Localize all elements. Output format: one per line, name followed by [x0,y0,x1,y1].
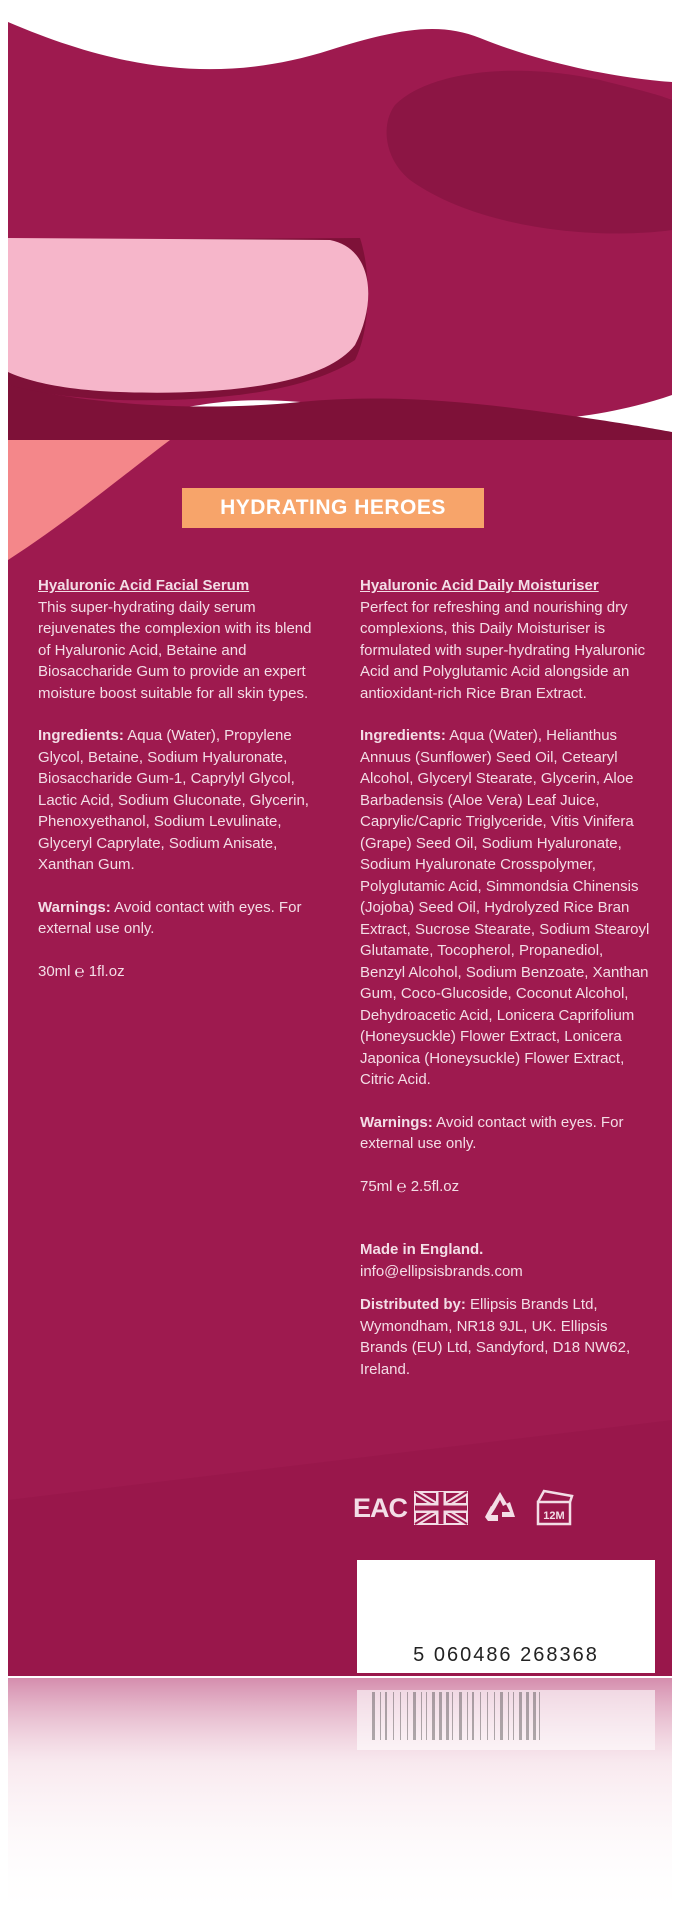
uk-flag-icon [414,1491,468,1525]
barcode-bar [467,1692,468,1740]
barcode-bar [421,1692,422,1740]
certification-symbols [353,1488,576,1528]
recycle-icon [480,1489,520,1527]
barcode-bar [500,1692,503,1740]
barcode-bar [413,1692,416,1740]
moisturiser-warnings [360,1112,650,1155]
made-in-text: Made in England. [360,1241,484,1258]
eac-mark-icon: EAC [353,1492,408,1523]
serum-description: This super-hydrating daily serum rejuvenates the complexion with its blend of Hyaluronic Acid, Betaine and Biosaccharide Gum to provide an expert moisture boost suitable for all skin types. [38,598,312,702]
distributed-label: Distributed by: [360,1296,466,1313]
barcode-bar [446,1692,449,1740]
moisturiser-warnings-text: Avoid contact with eyes. For external use only. [360,1113,624,1152]
barcode-bar [432,1692,435,1740]
moisturiser-ingredients [360,725,650,1091]
barcode-bar [407,1692,408,1740]
barcode-bar [400,1692,401,1740]
made-in [360,1239,650,1261]
warnings-label: Warnings: [38,898,111,916]
volume-ml: 30ml [38,962,71,980]
warnings-label: Warnings: [360,1113,433,1131]
barcode-bar [426,1692,427,1740]
distributor [360,1294,650,1380]
barcode-bar [539,1692,540,1740]
ingredients-label: Ingredients: [38,727,124,744]
contact-email: info@ellipsisbrands.com [360,1262,523,1280]
barcode-bar [439,1692,442,1740]
estimated-e-icon: ℮ [74,961,85,981]
serum-title: Hyaluronic Acid Facial Serum [38,577,250,594]
barcode-bar [487,1692,488,1740]
volume-ml: 75ml [360,1177,393,1195]
estimated-e-icon: ℮ [396,1176,407,1196]
barcode-bar [385,1692,387,1740]
barcode-bar [372,1692,375,1740]
barcode-bar [452,1692,453,1740]
serum-volume [38,961,328,983]
moisturiser-volume [360,1176,650,1198]
moisturiser-column [360,575,650,1380]
barcode-bar [513,1692,514,1740]
moisturiser-title: Hyaluronic Acid Daily Moisturiser [360,577,599,594]
barcode-bar [519,1692,522,1740]
barcode [357,1560,655,1673]
pao-12m-icon [532,1488,576,1528]
barcode-bar [380,1692,381,1740]
serum-column [38,575,328,982]
moisturiser-ingredients-text: Aqua (Water), Helianthus Annuus (Sunflower) Seed Oil, Cetearyl Alcohol, Glyceryl Stearate, Glycerin, Aloe Barbadensis (Aloe Vera) Leaf Juice, Caprylic/Capric Triglyceride, Vitis Vinifera (Grape) Seed Oil, Sodium Hyaluronate, Sodium Hyaluronate Crosspolymer, Polyglutamic Acid, Simmondsia Chinensis (Jojoba) Seed Oil, Hydrolyzed Rice Bran Extract, Sucrose Stearate, Sodium Stearoyl Glutamate, Tocopherol, Propanediol, Benzyl Alcohol, Sodium Benzoate, Xanthan Gum, Coco-Glucoside, Coconut Alcohol, Dehydroacetic Acid, Lonicera Caprifolium (Honeysuckle) Flower Extract, Lonicera Japonica (Honeysuckle) Flower Extract, Citric Acid. [360,727,650,1088]
pink-blob [8,238,368,393]
reflection-barcode [357,1690,655,1750]
distributor-text: Ellipsis Brands Ltd, Wymondham, NR18 9JL, UK. Ellipsis Brands (EU) Ltd, Sandyford, D18 NW62, Ireland. [360,1296,631,1378]
volume-oz: 2.5fl.oz [410,1177,460,1195]
serum-ingredients [38,725,328,876]
barcode-bar [459,1692,462,1740]
volume-oz: 1fl.oz [88,962,125,980]
pao-label: 12M [543,1510,565,1522]
barcode-bar [533,1692,536,1740]
serum-warnings-text: Avoid contact with eyes. For external use only. [38,898,302,937]
barcode-bar [508,1692,509,1740]
moisturiser-description: Perfect for refreshing and nourishing dry complexions, this Daily Moisturiser is formulated with super-hydrating Hyaluronic Acid and Polyglutamic Acid alongside an antioxidant-rich Rice Bran Extract. [360,598,646,702]
barcode-bar [472,1692,474,1740]
barcode-bar [526,1692,529,1740]
hydrating-heroes-badge: HYDRATING HEROES [182,488,484,528]
barcode-bar [393,1692,394,1740]
barcode-bar [480,1692,481,1740]
serum-ingredients-text: Aqua (Water), Propylene Glycol, Betaine, Sodium Hyaluronate, Biosaccharide Gum-1, Caprylyl Glycol, Lactic Acid, Sodium Gluconate, Glycerin, Phenoxyethanol, Sodium Levulinate, Glyceryl Caprylate, Sodium Anisate, Xanthan Gum. [38,727,309,873]
serum-warnings [38,897,328,940]
barcode-bar [494,1692,495,1740]
ingredients-label: Ingredients: [360,727,446,744]
barcode-number: 5 060486 268368 [413,1644,599,1666]
